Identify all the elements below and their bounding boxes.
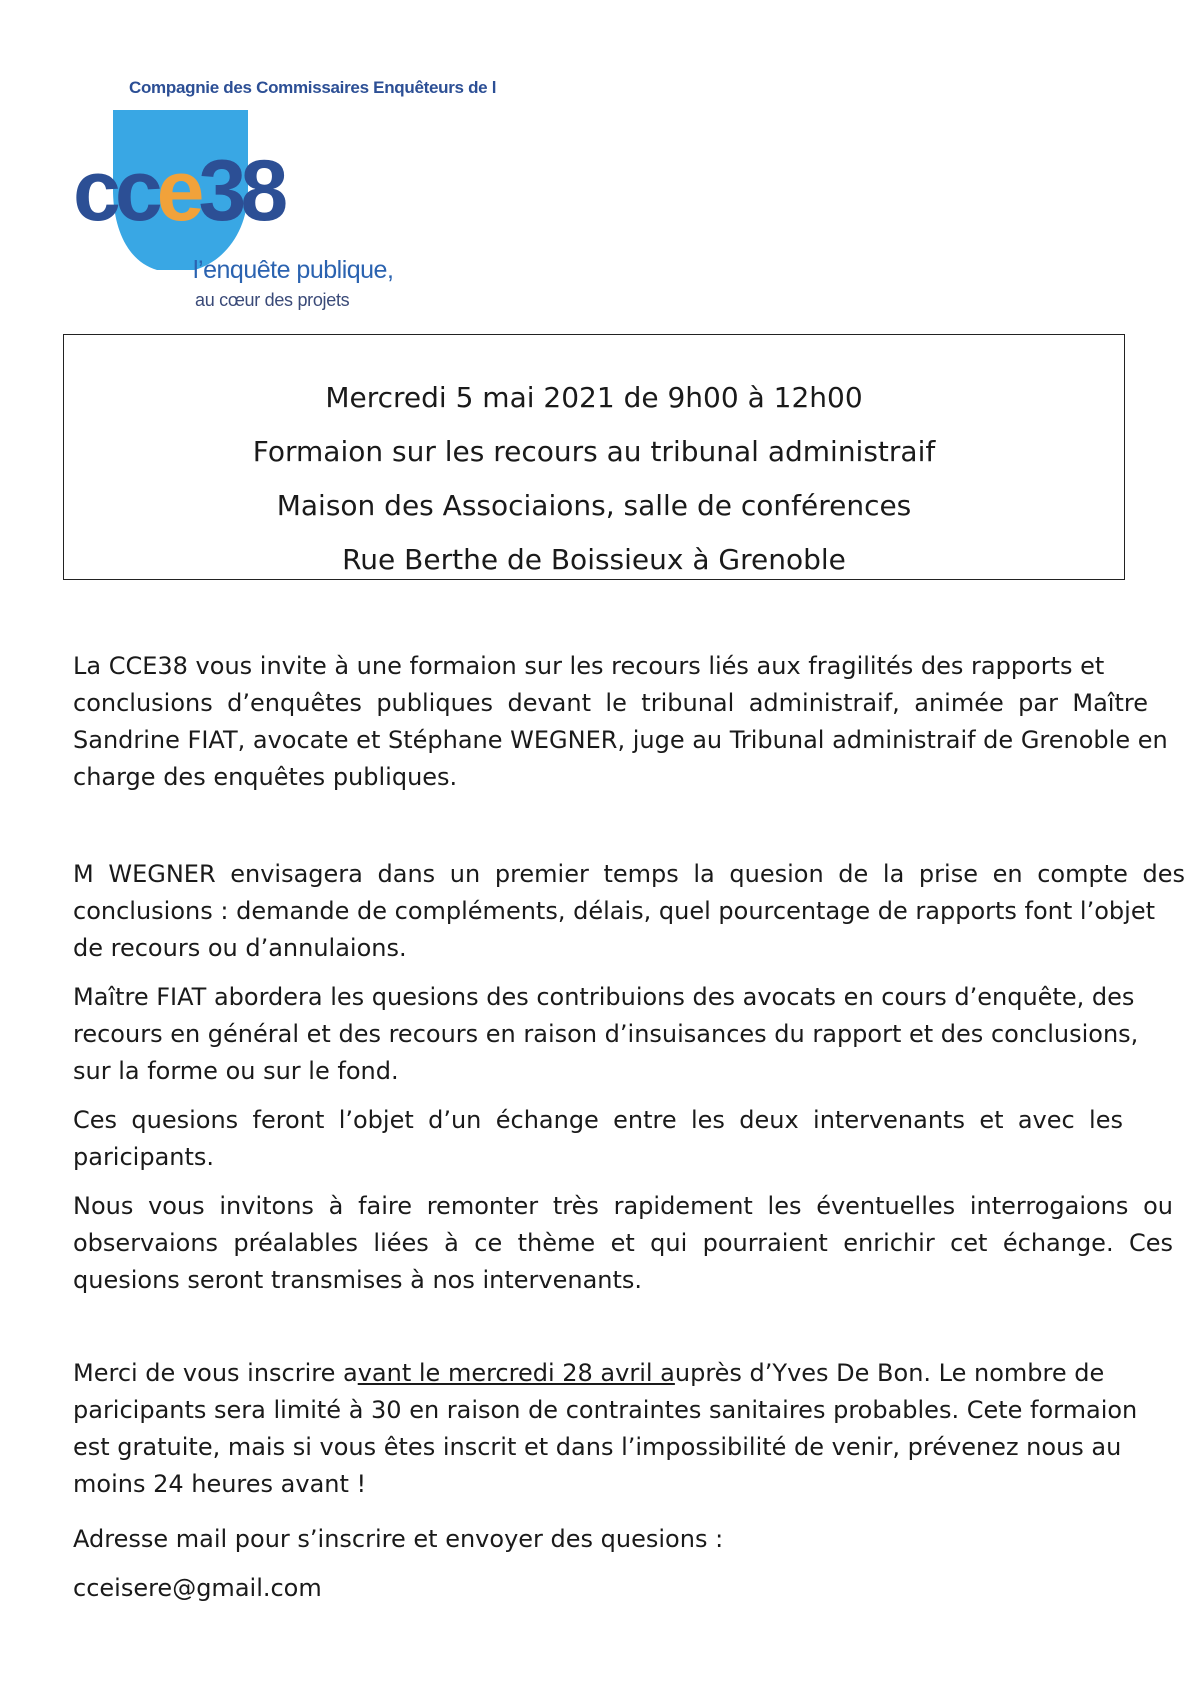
fiat-line: Maître FIAT abordera les quesions des contribuions des avocats en cours d’enquête, des	[73, 983, 1135, 1011]
registration-text: uprès d’Yves De Bon. Le nombre de	[674, 1359, 1105, 1387]
registration-line: moins 24 heures avant !	[73, 1470, 367, 1498]
intro-line: charge des enquêtes publiques.	[73, 763, 458, 791]
exchange-paragraph	[73, 1102, 1123, 1176]
event-date: Mercredi 5 mai 2021 de 9h00 à 12h00	[325, 381, 863, 414]
cce38-logo	[73, 70, 497, 320]
invite-paragraph	[73, 1188, 1173, 1299]
fiat-line: sur la forme ou sur le fond.	[73, 1057, 399, 1085]
intro-paragraph	[73, 648, 1168, 796]
fiat-line: recours en général et des recours en raison d’insuisances du rapport et des conclusions,	[73, 1020, 1139, 1048]
wegner-paragraph	[73, 856, 1185, 967]
registration-deadline: vant le mercredi 28 avril a	[357, 1359, 675, 1387]
event-title: Formaion sur les recours au tribunal administraif	[252, 435, 936, 468]
registration-line: paricipants sera limité à 30 en raison de contraintes sanitaires probables. Cete formaion	[73, 1396, 1138, 1424]
logo-mark-text: cce38	[73, 143, 283, 239]
exchange-line: Ces quesions feront l’objet d’un échange entre les deux intervenants et avec les	[73, 1106, 1123, 1134]
registration-line: est gratuite, mais si vous êtes inscrit et dans l’impossibilité de venir, prévenez nous au	[73, 1433, 1122, 1461]
exchange-line: paricipants.	[73, 1143, 215, 1171]
intro-line: La CCE38 vous invite à une formaion sur les recours liés aux fragilités des rapports et	[73, 652, 1105, 680]
logo-mark	[73, 100, 373, 270]
event-venue: Maison des Associaions, salle de conférences	[276, 489, 912, 522]
invite-line: Nous vous invitons à faire remonter très rapidement les éventuelles interrogaions ou	[73, 1192, 1173, 1220]
logo-tagline-2: au cœur des projets	[195, 290, 350, 310]
logo-org-name: Compagnie des Commissaires Enquêteurs de l	[129, 78, 497, 97]
invite-line: observaions préalables liées à ce thème et qui pourraient enrichir cet échange. Ces	[73, 1229, 1173, 1257]
intro-line: Sandrine FIAT, avocate et Stéphane WEGNER, juge au Tribunal administraif de Grenoble en	[73, 726, 1168, 754]
invite-line: quesions seront transmises à nos intervenants.	[73, 1266, 643, 1294]
contact-email[interactable]: cceisere@gmail.com	[73, 1574, 322, 1602]
event-address: Rue Berthe de Boissieux à Grenoble	[342, 543, 846, 576]
wegner-line: M WEGNER envisagera dans un premier temps la quesion de la prise en compte des	[73, 860, 1185, 888]
fiat-paragraph	[73, 979, 1139, 1090]
contact-label: Adresse mail pour s’inscrire et envoyer des quesions :	[73, 1525, 724, 1553]
registration-paragraph	[73, 1355, 1138, 1503]
logo-tagline-1: l’enquête publique,	[193, 256, 394, 284]
registration-text: Merci de vous inscrire a	[73, 1359, 358, 1387]
event-info-box	[63, 334, 1125, 580]
wegner-line: de recours ou d’annulaions.	[73, 934, 407, 962]
wegner-line: conclusions : demande de compléments, délais, quel pourcentage de rapports font l’objet	[73, 897, 1155, 925]
intro-line: conclusions d’enquêtes publiques devant le tribunal administraif, animée par Maître	[73, 689, 1148, 717]
registration-line	[73, 1355, 1123, 1392]
